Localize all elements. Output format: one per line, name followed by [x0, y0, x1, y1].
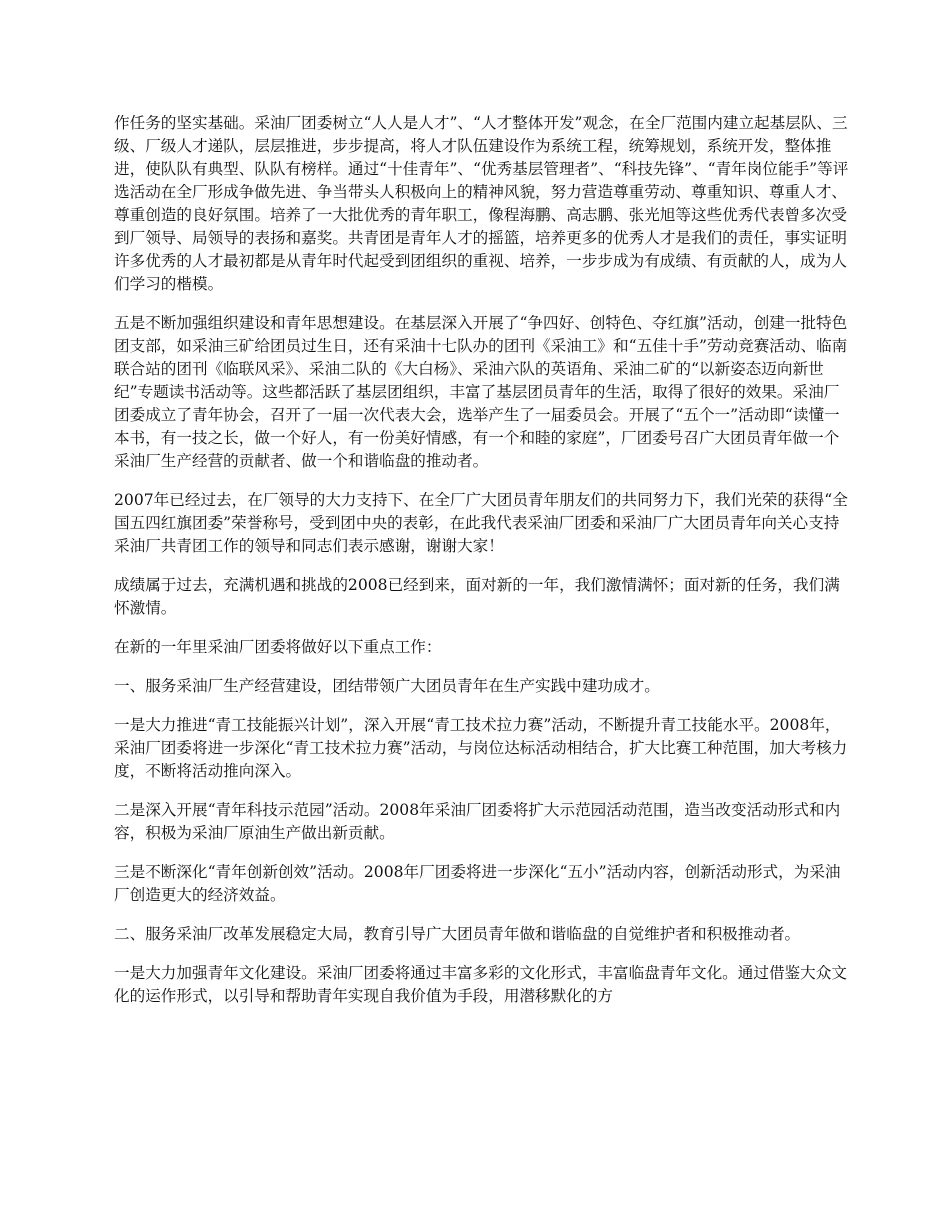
- paragraph-2008-outlook: 成绩属于过去，充满机遇和挑战的2008已经到来，面对新的一年，我们激情满怀；面对新的任务，我们满怀激情。: [114, 576, 840, 617]
- paragraph-youth-culture: 一是大力加强青年文化建设。采油厂团委将通过丰富多彩的文化形式，丰富临盘青年文化。通过借鉴大众文化的运作形式，以引导和帮助青年实现自我价值为手段，用潜移默化的方: [114, 964, 847, 1005]
- paragraph-tech-demo-park: 二是深入开展“青年科技示范园”活动。2008年采油厂团委将扩大示范园活动范围，造当改变活动形式和内容，积极为采油厂原油生产做出新贡献。: [114, 801, 841, 842]
- document-page: [114, 112, 854, 1024]
- heading-section-two: 二、服务采油厂改革发展稳定大局，教育引导广大团员青年做和谐临盘的自觉维护者和积极推动者。: [114, 925, 801, 943]
- paragraph-skills-plan: 一是大力推进“青工技能振兴计划”，深入开展“青工技术拉力赛”活动，不断提升青工技能水平。2008年，采油厂团委将进一步深化“青工技术拉力赛”活动，与岗位达标活动相结合，扩大比赛工种范围，加大考核力度，不断将活动推向深入。: [114, 716, 848, 780]
- paragraph-innovation: 三是不断深化“青年创新创效”活动。2008年厂团委将进一步深化“五小”活动内容，创新活动形式，为采油厂创造更大的经济效益。: [114, 863, 841, 904]
- paragraph-2007-summary: 2007年已经过去，在厂领导的大力支持下、在全厂广大团员青年朋友们的共同努力下，我们光荣的获得“全国五四红旗团委”荣誉称号，受到团中央的表彰，在此我代表采油厂团委和采油厂广大团员青年向关心支持采油厂共青团工作的领导和同志们表示感谢，谢谢大家！: [114, 491, 848, 555]
- paragraph-key-work-intro: 在新的一年里采油厂团委将做好以下重点工作：: [114, 638, 442, 656]
- paragraph-organization-building: 五是不断加强组织建设和青年思想建设。在基层深入开展了“争四好、创特色、夺红旗”活动，创建一批特色团支部，如采油三矿给团员过生日，还有采油十七队办的团刊《采油工》和“五佳十手”劳动竞赛活动、临南联合站的团刊《临联风采》、采油二队的《大白杨》、采油六队的英语角、采油二矿的“以新姿态迈向新世纪”专题读书活动等。这些都活跃了基层团组织，丰富了基层团员青年的生活，取得了很好的效果。采油厂团委成立了青年协会，召开了一届一次代表大会，选举产生了一届委员会。开展了“五个一”活动即“读懂一本书，有一技之长，做一个好人，有一份美好情感，有一个和睦的家庭”，厂团委号召广大团员青年做一个采油厂生产经营的贡献者、做一个和谐临盘的推动者。: [114, 314, 848, 470]
- heading-section-one: 一、服务采油厂生产经营建设，团结带领广大团员青年在生产实践中建功成才。: [114, 677, 660, 695]
- paragraph-talent-building: 作任务的坚实基础。采油厂团委树立“人人是人才”、“人才整体开发”观念，在全厂范围内建立起基层队、三级、厂级人才递队，层层推进，步步提高，将人才队伍建设作为系统工程，统筹规划，系统开发，整体推进，使队队有典型、队队有榜样。通过“十佳青年”、“优秀基层管理者”、“科技先锋”、“青年岗位能手”等评选活动在全厂形成争做先进、争当带头人积极向上的精神风貌，努力营造尊重劳动、尊重知识、尊重人才、尊重创造的良好氛围。培养了一大批优秀的青年职工，像程海鹏、高志鹏、张光旭等这些优秀代表曾多次受到厂领导、局领导的表扬和嘉奖。共青团是青年人才的摇篮，培养更多的优秀人才是我们的责任，事实证明许多优秀的人才最初都是从青年时代起受到团组织的重视、培养，一步步成为有成绩、有贡献的人，成为人们学习的楷模。: [114, 114, 849, 293]
